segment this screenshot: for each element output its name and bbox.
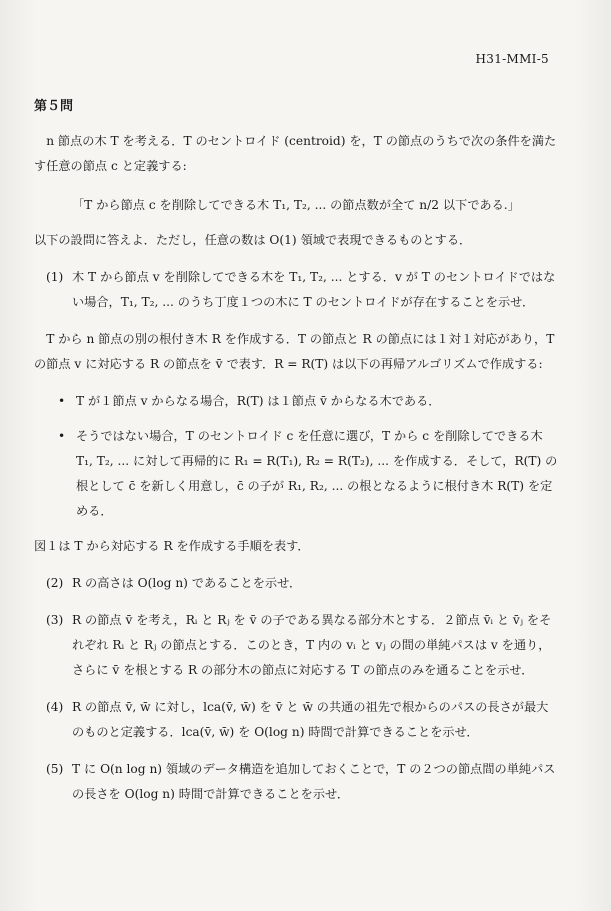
bullet-text: そうではない場合，T のセントロイド c を任意に選び，T から c を削除してできる木 T₁, T₂, ... に対して再帰的に R₁ = R(T₁), R₂ = R(T₂), ... を作成する．そして，R(T) の根として c̄ を新しく用意し，c̄ の子が R₁, R₂, ... の根となるように根付き木 R(T) を定める． (76, 429, 558, 518)
question-text: T に O(n log n) 領域のデータ構造を追加しておくことで，T の２つの節点間の単純パスの長さを O(log n) 時間で計算できることを示せ． (72, 762, 556, 801)
question-number: (1) (46, 270, 64, 284)
exam-code: H31-MMI-5 (475, 52, 549, 66)
construction-paragraph: T から n 節点の別の根付き木 R を作成する．T の節点と R の節点には１対１対応があり，T の節点 v に対応する R の節点を v̄ で表す．R = R(T) は以下の再帰アルゴリズムで作成する: (34, 332, 555, 371)
algorithm-step (34, 424, 558, 524)
centroid-definition: 「T から節点 c を削除してできる木 T₁, T₂, ... の節点数が全て n/2 以下である.」 (72, 198, 520, 212)
assumption-paragraph: 以下の設問に答えよ．ただし，任意の数は O(1) 領域で表現できるものとする． (34, 233, 472, 247)
bullet-text: T が１節点 v からなる場合，R(T) は１節点 v̄ からなる木である． (76, 394, 441, 408)
intro-paragraph: n 節点の木 T を考える．T のセントロイド (centroid) を，T の節点のうちで次の条件を満たす任意の節点 c と定義する: (34, 134, 557, 173)
question-number: (3) (46, 613, 64, 627)
question-text: R の高さは O(log n) であることを示せ． (72, 576, 302, 590)
question-number: (4) (46, 700, 64, 714)
question-1 (34, 265, 558, 315)
problem-title: 第５問 (34, 99, 74, 114)
question-text: R の節点 v̄, w̄ に対し，lca(v̄, w̄) を v̄ と w̄ の共通の祖先で根からのパスの長さが最大のものと定義する．lca(v̄, w̄) を O(log n) 時間で計算できることを示せ． (72, 700, 549, 739)
question-number: (5) (46, 762, 64, 776)
question-text: R の節点 v̄ を考え，Rᵢ と Rⱼ を v̄ の子である異なる部分木とする．２節点 v̄ᵢ と v̄ⱼ をそれぞれ Rᵢ と Rⱼ の節点とする．このとき，T 内の vᵢ と vⱼ の間の単純パスは v を通り，さらに v̄ を根とする R の部分木の節点に対応する T の節点のみを通ることを示せ． (72, 613, 552, 677)
question-number: (2) (46, 576, 64, 590)
question-text: 木 T から節点 v を削除してできる木を T₁, T₂, ... とする．v が T のセントロイドではない場合，T₁, T₂, ... のうち丁度１つの木に T のセントロイドが存在することを示せ． (72, 270, 556, 309)
algorithm-steps (34, 389, 558, 524)
question-4 (34, 695, 558, 745)
problem-body (34, 94, 558, 807)
bullet-mark: • (58, 429, 66, 443)
bullet-mark: • (58, 394, 66, 408)
figure-reference: 図１は T から対応する R を作成する手順を表す． (34, 539, 310, 553)
question-3 (34, 608, 558, 683)
algorithm-step (34, 389, 558, 414)
question-2 (34, 571, 558, 596)
question-5 (34, 757, 558, 807)
